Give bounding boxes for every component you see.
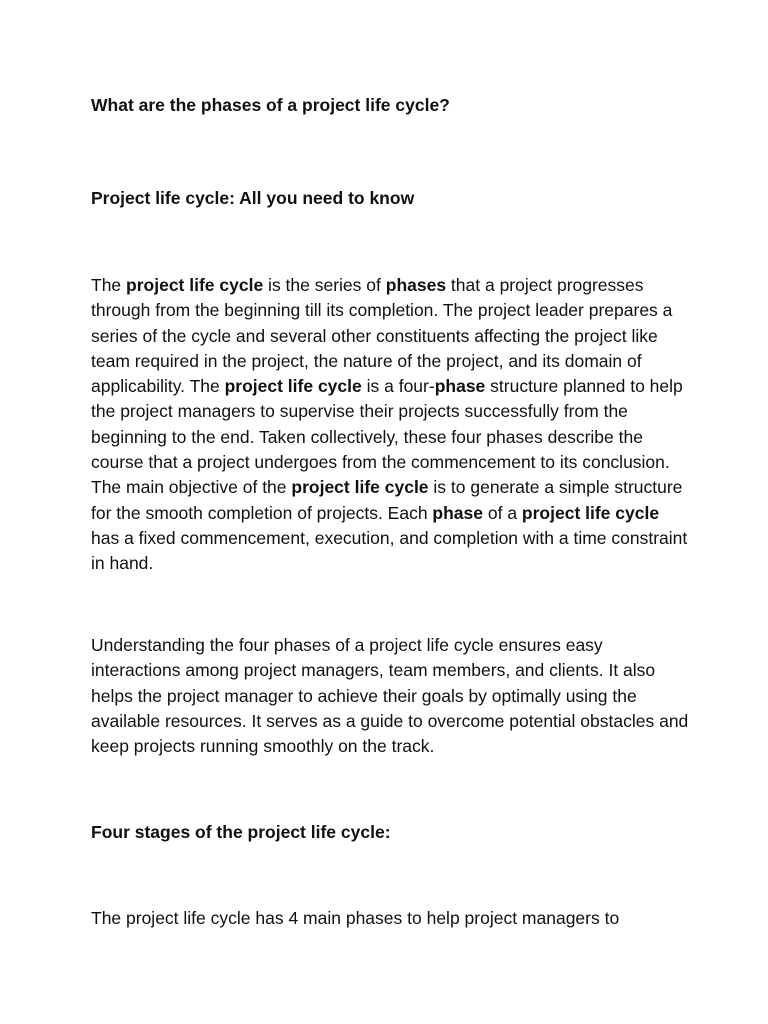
bold-term: project life cycle: [126, 275, 264, 295]
bold-term: project life cycle: [521, 502, 660, 523]
second-paragraph: Understanding the four phases of a project life cycle ensures easy interactions among project managers, team members, and clients. It also helps the project manager to achieve their goals by optimally using the available resources. It serves as a guide to overcome potential obstacles and keep projects running smoothly on the track.: [91, 635, 689, 757]
text-run: structure planned to help the project managers to supervise their projects successfully from the beginning to the end. Taken collectively, these four phases describe the course that a project undergoes from the commencement to its conclusion. The main objective of the: [91, 376, 683, 498]
text-run: The: [91, 275, 127, 295]
intro-paragraph: [91, 273, 691, 577]
document-title: What are the phases of a project life cycle?: [91, 95, 450, 115]
text-run: has a fixed commencement, execution, and completion with a time constraint in hand.: [91, 527, 688, 574]
text-run: is the series of: [263, 275, 386, 295]
bold-term: phases: [385, 275, 447, 295]
third-paragraph: The project life cycle has 4 main phases to help project managers to: [91, 908, 620, 928]
section-heading: Four stages of the project life cycle:: [91, 822, 391, 842]
document-subtitle: Project life cycle: All you need to know: [91, 188, 415, 208]
bold-term: project life cycle: [291, 477, 429, 498]
text-run: of a: [483, 502, 522, 523]
text-run: is a four-: [361, 376, 435, 397]
bold-term: project life cycle: [224, 376, 362, 397]
bold-term: phase: [434, 376, 486, 397]
bold-term: phase: [432, 502, 483, 523]
text-run: is to generate a simple structure for the smooth completion of projects. Each: [91, 477, 683, 523]
text-run: that a project progresses through from the beginning till its completion. The project leader prepares a series of the cycle and several other constituents affecting the project like team required in the project, the nature of the project, and its domain of applicability. The: [91, 275, 673, 397]
